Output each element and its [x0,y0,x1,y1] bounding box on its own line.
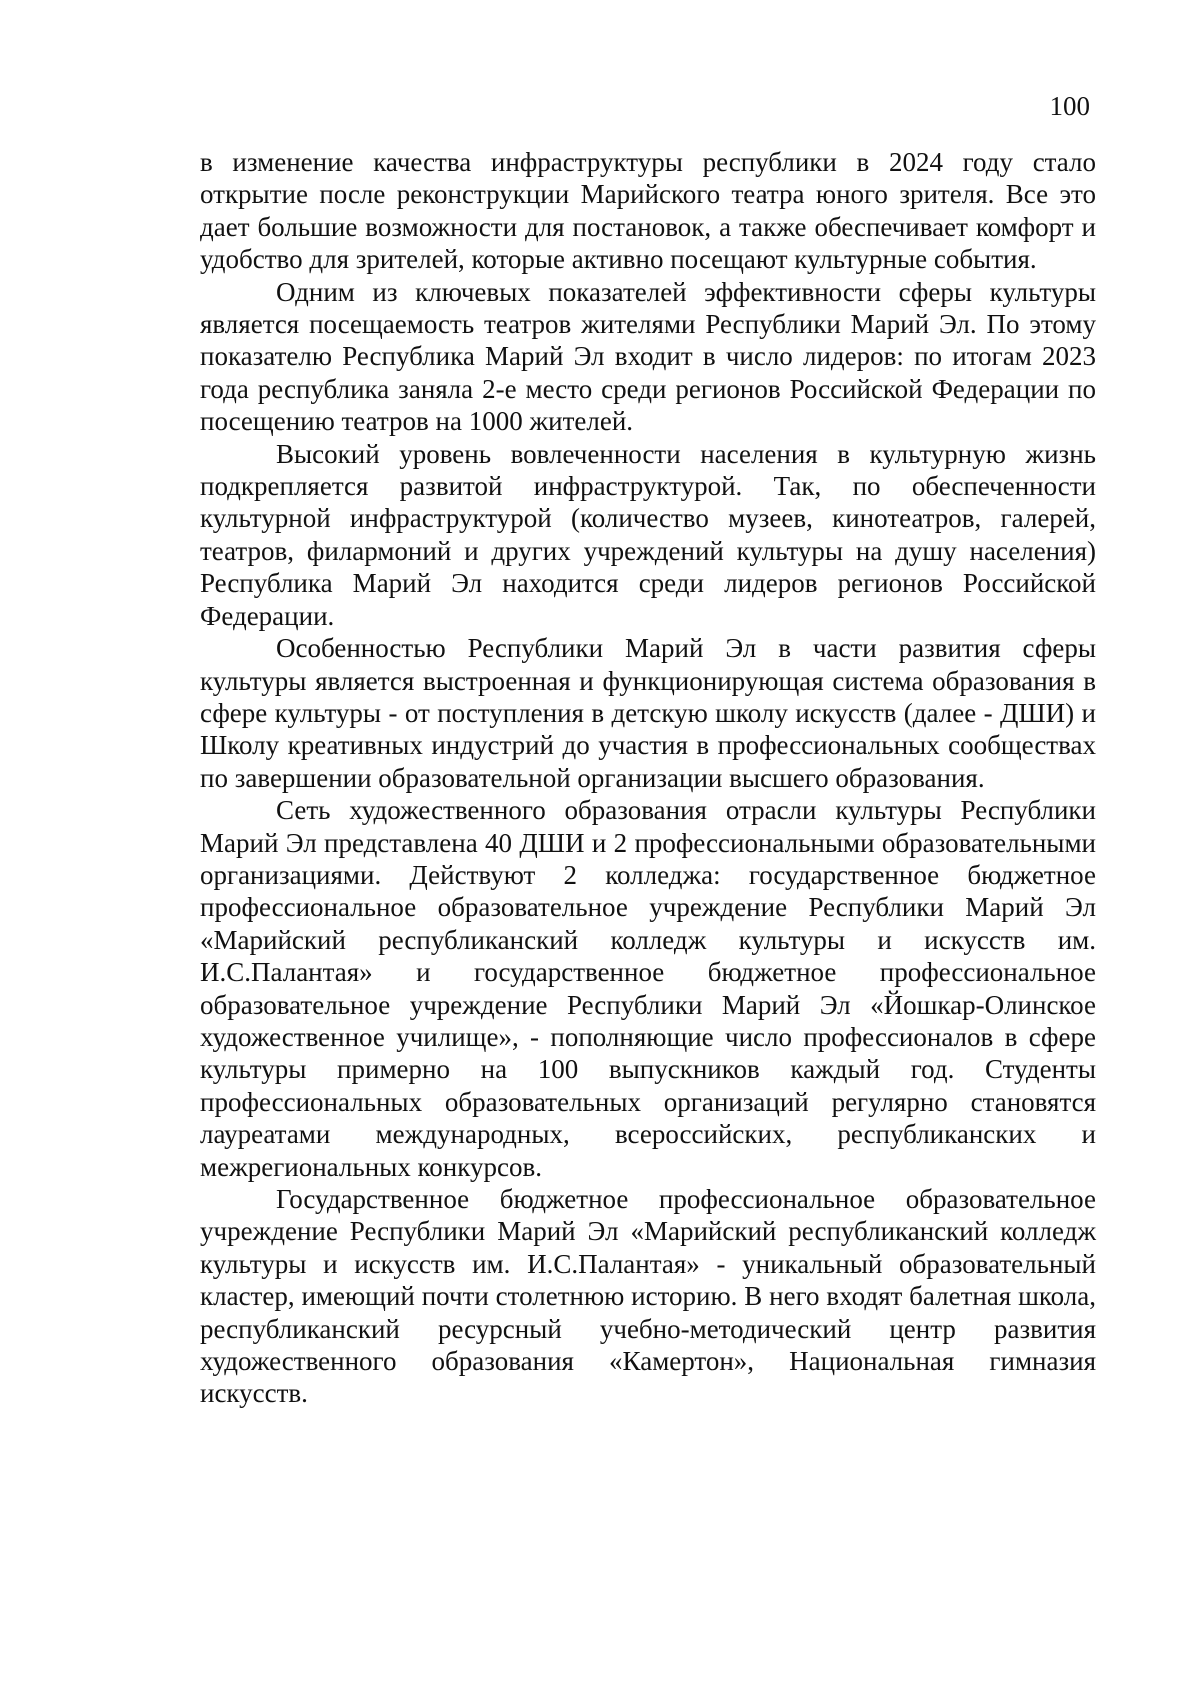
document-body [200,146,1096,1410]
paragraph-continuation: в изменение качества инфраструктуры республики в 2024 году стало открытие после реконструкции Марийского театра юного зрителя. Все это дает большие возможности для постановок, а также обеспечивает комфорт и удобство для зрителей, которые активно посещают культурные события. [200,147,1096,275]
paragraph-cultural-infrastructure: Высокий уровень вовлеченности населения в культурную жизнь подкрепляется развитой инфраструктурой. Так, по обеспеченности культурной инфраструктурой (количество музеев, кинотеатров, галерей, театров, филармоний и других учреждений культуры на душу населения) Республика Марий Эл находится среди лидеров регионов Российской Федерации. [200,438,1096,631]
page-number: 100 [1049,91,1090,121]
paragraph-art-education-network: Сеть художественного образования отрасли культуры Республики Марий Эл представлена 40 ДШИ и 2 профессиональными образовательными организациями. Действуют 2 колледжа: государственное бюджетное профессиональное образовательное учреждение Республики Марий Эл «Марийский республиканский колледж культуры и искусств им. И.С.Палантая» и государственное бюджетное профессиональное образовательное учреждение Республики Марий Эл «Йошкар-Олинское художественное училище», - пополняющие число профессионалов в сфере культуры примерно на 100 выпускников каждый год. Студенты профессиональных образовательных организаций регулярно становятся лауреатами международных, всероссийских, республиканских и межрегиональных конкурсов. [200,795,1096,1182]
paragraph-palantay-college: Государственное бюджетное профессиональное образовательное учреждение Республики Марий Эл «Марийский республиканский колледж культуры и искусств им. И.С.Палантая» - уникальный образовательный кластер, имеющий почти столетнюю историю. В него входят балетная школа, республиканский ресурсный учебно-методический центр развития художественного образования «Камертон», Национальная гимназия искусств. [200,1184,1096,1409]
paragraph-education-system: Особенностью Республики Марий Эл в части развития сферы культуры является выстроенная и функционирующая система образования в сфере культуры - от поступления в детскую школу искусств (далее - ДШИ) и Школу креативных индустрий до участия в профессиональных сообществах по завершении образовательной организации высшего образования. [200,633,1096,793]
paragraph-theatre-attendance: Одним из ключевых показателей эффективности сферы культуры является посещаемость театров жителями Республики Марий Эл. По этому показателю Республика Марий Эл входит в число лидеров: по итогам 2023 года республика заняла 2-е место среди регионов Российской Федерации по посещению театров на 1000 жителей. [200,276,1096,437]
